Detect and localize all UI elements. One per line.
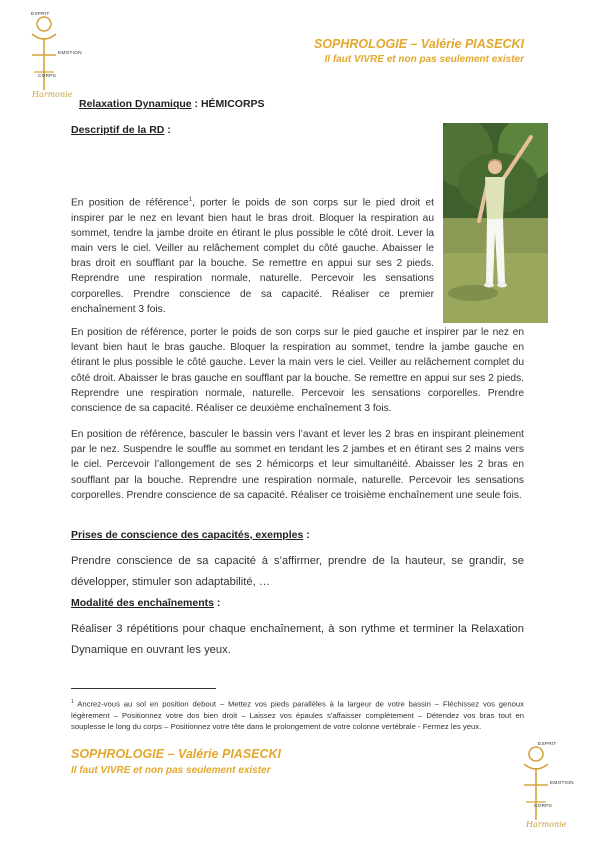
- footnote: $^1$ Ancrez-vous au sol en position debout – Mettez vos pieds parallèles à la largeur de votre bassin – Fléchissez vos genoux légèrement – Positionnez votre dos bien droit – Laissez vos épaules s’affaisser complètement – Détendez vos bras tout en souplesse le long du corps – Positionnez votre tête dans le prolongement de votre colonne vertébrale - Fermez les yeux.: [71, 699, 524, 731]
- section-modalite-heading: Modalité des enchaînements :: [71, 597, 221, 609]
- logo-corps-label: CORPS: [38, 74, 57, 79]
- exercise-photo: [443, 123, 548, 323]
- logo-top: [28, 10, 108, 100]
- logo-signature: Harmonie: [32, 90, 73, 99]
- footnote-ref: 1: [188, 197, 193, 203]
- paragraph-3: En position de référence, basculer le bassin vers l’avant et lever les 2 bras en inspirant pleinement par le nez. Suspendre le souffle au sommet en tendant les 2 jambes et en étirant ses 2 mains vers le ciel. Percevoir l’allongement de ses 2 hémicorps et leur simultanéité. Abaisser les 2 bras en soufflant par la bouche. Reprendre une respiration normale, naturelle. Percevoir les sensations corporelles. Prendre conscience de sa capacité. Réaliser ce troisième enchaînement une seule fois.: [71, 429, 524, 501]
- woman-exercising-image: [443, 123, 548, 323]
- section-descriptif-heading: Descriptif de la RD :: [71, 124, 171, 136]
- section-modalite-text: Réaliser 3 répétitions pour chaque enchaînement, à son rythme et terminer la Relaxation Dynamique en ouvrant les yeux.: [71, 623, 524, 656]
- paragraph-2: En position de référence, porter le poids de son corps sur le pied gauche et inspirer par le nez en levant bien haut le bras gauche. Bloquer la respiration au sommet, tendre la jambe gauche en étirant le plus possible le côté gauche. Lever la main vers le ciel. Veiller au relâchement complet du côté droit. Abaisser le bras gauche en soufflant par la bouche. Se remettre en appui sur ses 2 pieds. Reprendre une respiration normale, naturelle. Percevoir les sensations corporelles. Prendre conscience de sa capacité. Réaliser ce deuxième enchaînement 3 fois.: [71, 327, 524, 415]
- title-rest: : HÉMICORPS: [191, 98, 265, 110]
- header-title: SOPHROLOGIE – Valérie PIASECKI: [313, 37, 524, 51]
- logo-esprit-label: ESPRIT: [538, 742, 557, 747]
- section-prises-label: Prises de conscience des capacités, exemples: [71, 529, 304, 541]
- section-prises-text: Prendre conscience de sa capacité à s’affirmer, prendre de la hauteur, se grandir, se développer, stimuler son adaptabilité, …: [71, 555, 524, 588]
- section-modalite-label: Modalité des enchaînements: [71, 597, 214, 609]
- header-motto: Il faut VIVRE et non pas seulement exister: [324, 54, 524, 65]
- page-title: [79, 98, 265, 110]
- footer-motto: Il faut VIVRE et non pas seulement exister: [71, 765, 271, 776]
- section-descriptif-label: Descriptif de la RD: [71, 124, 165, 136]
- logo-emotion-label: EMOTION: [58, 51, 82, 56]
- logo-emotion-label: EMOTION: [550, 781, 574, 786]
- footer-title: SOPHROLOGIE – Valérie PIASECKI: [71, 747, 282, 761]
- section-prises-heading: Prises de conscience des capacités, exemples :: [71, 529, 310, 541]
- paragraph-1: En position de référence$^1$, porter le poids de son corps sur le pied droit et inspirer par le nez en levant bien haut le bras droit. Bloquer la respiration au sommet, tendre la jambe droite en étirant le plus possible le côté droit. Lever la main vers le ciel. Veiller au relâchement complet du côté gauche. Abaisser le bras droit en soufflant par la bouche. Se remettre en appui sur ses 2 pieds. Reprendre une respiration normale, naturelle. Percevoir les sensations corporelles. Prendre conscience de sa capacité. Réaliser ce premier enchaînement 3 fois.: [71, 197, 435, 315]
- footnote-separator: [71, 688, 216, 689]
- logo-esprit-label: ESPRIT: [31, 12, 50, 17]
- logo-bottom: [520, 740, 595, 830]
- logo-corps-label: CORPS: [534, 804, 553, 809]
- logo-signature: Harmonie: [526, 820, 567, 829]
- title-label: Relaxation Dynamique: [79, 98, 192, 110]
